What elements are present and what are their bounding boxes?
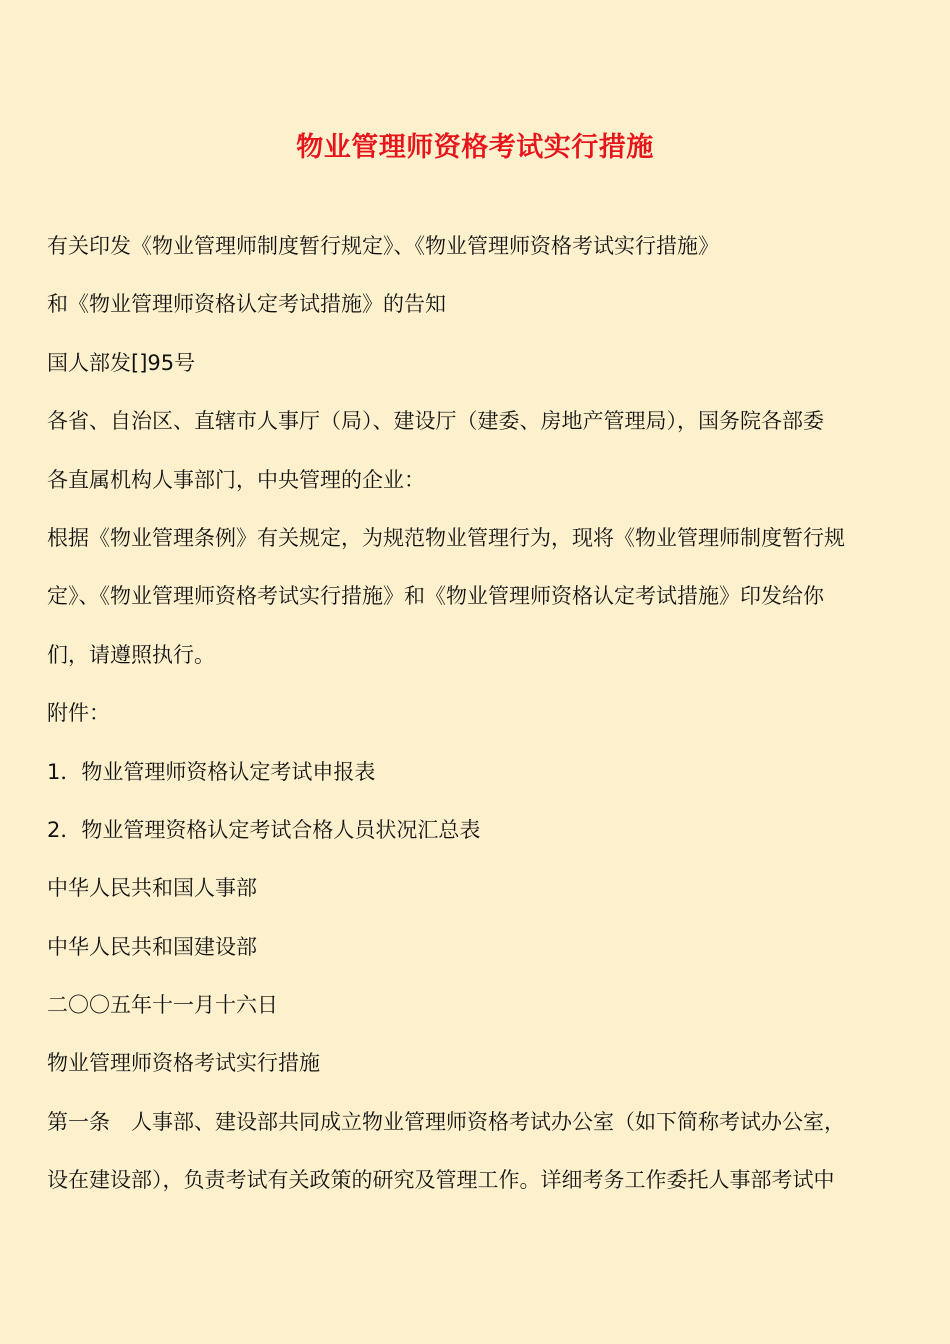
attachment-item-1: 1．物业管理师资格认定考试申报表 xyxy=(47,759,376,784)
addressee-line-1: 各省、自治区、直辖市人事厅（局）、建设厅（建委、房地产管理局），国务院各部委 xyxy=(47,409,824,434)
issue-date: 二〇〇五年十一月十六日 xyxy=(47,993,278,1018)
document-body xyxy=(47,217,907,1210)
issuer-1: 中华人民共和国人事部 xyxy=(47,876,257,901)
body-paragraph-line-1: 根据《物业管理条例》有关规定，为规范物业管理行为，现将《物业管理师制度暂行规 xyxy=(47,525,845,550)
attachments-label: 附件： xyxy=(47,701,110,726)
notice-heading-line-2: 和《物业管理师资格认定考试措施》的告知 xyxy=(47,292,446,317)
article-1-line-2: 设在建设部），负责考试有关政策的研究及管理工作。详细考务工作委托人事部考试中 xyxy=(47,1168,835,1193)
attachment-item-2: 2．物业管理资格认定考试合格人员状况汇总表 xyxy=(47,817,481,842)
document-title: 物业管理师资格考试实行措施 xyxy=(296,132,654,163)
article-1-line-1: 第一条 人事部、建设部共同成立物业管理师资格考试办公室（如下简称考试办公室， xyxy=(47,1109,845,1134)
document-number: 国人部发[]95号 xyxy=(47,350,196,375)
notice-heading-line-1: 有关印发《物业管理师制度暂行规定》、《物业管理师资格考试实行措施》 xyxy=(47,234,719,258)
addressee-line-2: 各直属机构人事部门，中央管理的企业： xyxy=(47,467,425,492)
issuer-2: 中华人民共和国建设部 xyxy=(47,934,257,959)
body-paragraph-line-3: 们，请遵照执行。 xyxy=(47,642,215,667)
section-heading: 物业管理师资格考试实行措施 xyxy=(47,1051,320,1076)
body-paragraph-line-2: 定》、《物业管理师资格考试实行措施》和《物业管理师资格认定考试措施》印发给你 xyxy=(47,584,824,609)
